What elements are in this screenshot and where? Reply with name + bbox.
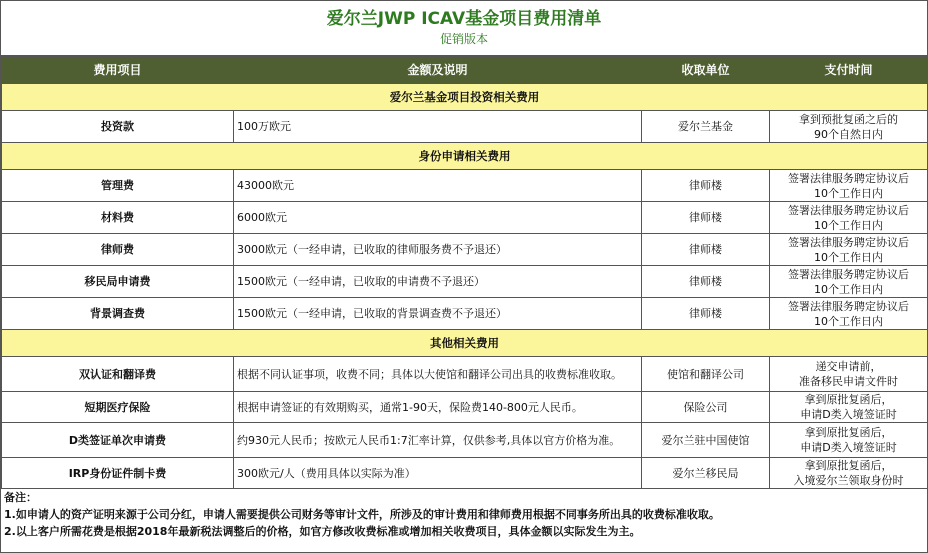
fee-amount: 1500欧元（一经申请，已收取的背景调查费不予退还） (234, 298, 642, 330)
fee-amount: 100万欧元 (234, 111, 642, 143)
table-row (2, 392, 928, 423)
payment-time (770, 234, 928, 266)
section-row (2, 84, 928, 111)
header-row (2, 57, 928, 84)
note-1: 1.如申请人的资产证明来源于公司分红，申请人需要提供公司财务等审计文件，所涉及的审计费用和律师费用根据不同事务所出具的收费标准收取。 (4, 508, 720, 521)
header-time: 支付时间 (770, 57, 928, 84)
fee-item-name: 材料费 (2, 202, 234, 234)
payment-time-line: 拿到原批复函后， (804, 426, 893, 439)
payment-time-line: 拿到原批复函后， (804, 393, 893, 406)
notes (1, 489, 927, 540)
payment-time (770, 111, 928, 143)
fee-item-name: 律师费 (2, 234, 234, 266)
table-body (2, 84, 928, 489)
payment-time-line: 90个自然日内 (814, 127, 883, 141)
table-row (2, 202, 928, 234)
fee-item-name: 双认证和翻译费 (2, 357, 234, 392)
payment-time-line: 递交申请前， (815, 360, 882, 373)
fee-item-name: D类签证单次申请费 (2, 423, 234, 458)
fee-collector: 律师楼 (642, 170, 770, 202)
table-row (2, 266, 928, 298)
payment-time (770, 392, 928, 423)
payment-time-line: 申请D类入境签证时 (800, 441, 897, 454)
page-subtitle: 促销版本 (439, 32, 488, 46)
payment-time-line: 拿到预批复函之后的 (799, 112, 898, 126)
fee-collector: 律师楼 (642, 298, 770, 330)
fee-item-name: 投资款 (2, 111, 234, 143)
table-row (2, 298, 928, 330)
table-row (2, 357, 928, 392)
table-row (2, 111, 928, 143)
fee-collector: 爱尔兰移民局 (642, 458, 770, 489)
section-title: 身份申请相关费用 (2, 143, 928, 170)
section-title: 其他相关费用 (2, 330, 928, 357)
payment-time (770, 357, 928, 392)
table-row (2, 458, 928, 489)
payment-time-line: 10个工作日内 (814, 282, 883, 296)
fee-amount: 43000欧元 (234, 170, 642, 202)
payment-time-line: 10个工作日内 (814, 186, 883, 200)
fee-item-name: 背景调查费 (2, 298, 234, 330)
section-row (2, 143, 928, 170)
payment-time (770, 298, 928, 330)
header-amount: 金额及说明 (234, 57, 642, 84)
fee-collector: 律师楼 (642, 234, 770, 266)
payment-time-line: 10个工作日内 (814, 250, 883, 264)
fee-collector: 律师楼 (642, 266, 770, 298)
payment-time-line: 签署法律服务聘定协议后 (788, 267, 909, 281)
payment-time (770, 423, 928, 458)
payment-time (770, 170, 928, 202)
fee-item-name: 移民局申请费 (2, 266, 234, 298)
payment-time-line: 10个工作日内 (814, 314, 883, 328)
section-title: 爱尔兰基金项目投资相关费用 (2, 84, 928, 111)
fee-item-name: IRP身份证件制卡费 (2, 458, 234, 489)
note-2: 2.以上客户所需花费是根据2018年最新税法调整后的价格，如官方修改收费标准或增加相关收费项目，具体金额以实际发生为主。 (4, 525, 641, 538)
fee-collector: 保险公司 (642, 392, 770, 423)
payment-time-line: 准备移民申请文件时 (799, 375, 898, 388)
payment-time (770, 266, 928, 298)
payment-time-line: 10个工作日内 (814, 218, 883, 232)
section-row (2, 330, 928, 357)
fee-table (1, 56, 928, 489)
payment-time-line: 入境爱尔兰领取身份时 (793, 474, 904, 487)
payment-time-line: 签署法律服务聘定协议后 (788, 299, 909, 313)
fee-amount: 约930元人民币；按欧元人民币1:7汇率计算，仅供参考,具体以官方价格为准。 (234, 423, 642, 458)
fee-collector: 使馆和翻译公司 (642, 357, 770, 392)
fee-collector: 爱尔兰基金 (642, 111, 770, 143)
payment-time-line: 签署法律服务聘定协议后 (788, 203, 909, 217)
payment-time-line: 申请D类入境签证时 (800, 408, 897, 421)
payment-time-line: 签署法律服务聘定协议后 (788, 235, 909, 249)
table-row (2, 423, 928, 458)
fee-amount: 1500欧元（一经申请，已收取的申请费不予退还） (234, 266, 642, 298)
payment-time-line: 拿到原批复函后， (804, 459, 893, 472)
fee-amount: 6000欧元 (234, 202, 642, 234)
payment-time-line: 签署法律服务聘定协议后 (788, 171, 909, 185)
table-row (2, 234, 928, 266)
fee-collector: 律师楼 (642, 202, 770, 234)
header-unit: 收取单位 (642, 57, 770, 84)
table-row (2, 170, 928, 202)
fee-item-name: 管理费 (2, 170, 234, 202)
notes-title: 备注： (4, 491, 37, 504)
fee-amount: 根据不同认证事项，收费不同；具体以大使馆和翻译公司出具的收费标准收取。 (234, 357, 642, 392)
page-title: 爱尔兰JWP ICAV基金项目费用清单 (326, 9, 602, 29)
fee-item-name: 短期医疗保险 (2, 392, 234, 423)
payment-time (770, 202, 928, 234)
fee-collector: 爱尔兰驻中国使馆 (642, 423, 770, 458)
fee-amount: 根据申请签证的有效期购买，通常1-90天，保险费140-800元人民币。 (234, 392, 642, 423)
fee-amount: 3000欧元（一经申请，已收取的律师服务费不予退还） (234, 234, 642, 266)
fee-amount: 300欧元/人（费用具体以实际为准） (234, 458, 642, 489)
header-item: 费用项目 (2, 57, 234, 84)
payment-time (770, 458, 928, 489)
title-block (1, 1, 927, 56)
